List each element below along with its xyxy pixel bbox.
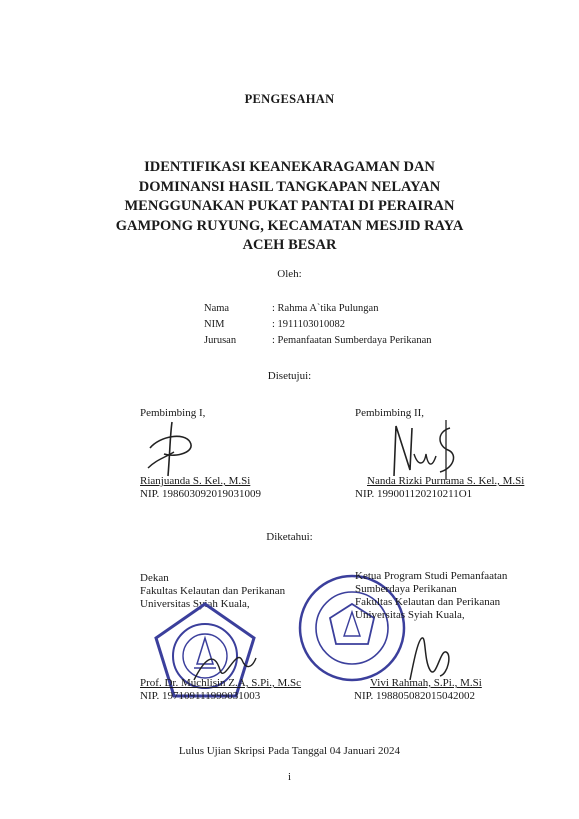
head-program-line1: Ketua Program Studi Pemanfaatan [355,570,508,582]
title-line-4: GAMPONG RUYUNG, KECAMATAN MESJID RAYA [115,217,464,234]
student-nim-row [204,317,431,333]
nim-value: : 1911103010082 [272,319,346,330]
head-program-line4: Universitas Syiah Kuala, [355,609,465,621]
thesis-title [0,158,579,256]
by-label: Oleh: [277,268,302,280]
name-value: : Rahma A`tika Pulungan [272,303,379,314]
dept-value: : Pemanfaatan Sumberdaya Perikanan [272,335,432,346]
head-program-line2: Sumberdaya Perikanan [355,583,457,595]
approved-label: Disetujui: [267,370,312,382]
name-label: Nama [204,303,230,314]
student-name-row [204,301,431,317]
head-program-line3: Fakultas Kelautan dan Perikanan [355,596,501,608]
supervisor1-nip: NIP. 198603092019031009 [140,488,262,500]
supervisor1-signature [140,418,210,480]
title-line-3: MENGGUNAKAN PUKAT PANTAI DI PERAIRAN [124,198,455,214]
page-heading: PENGESAHAN [244,92,335,106]
dean-line1: Dekan [140,572,169,584]
supervisor2-nip: NIP. 199001120210211O1 [355,488,473,500]
title-line-2: DOMINANSI HASIL TANGKAPAN NELAYAN [138,178,441,195]
head-program-nip: NIP. 198805082015042002 [354,690,476,702]
supervisor1-role: Pembimbing I, [140,407,206,419]
supervisor2-name: Nanda Rizki Purnama S. Kel., M.Si [367,475,525,487]
dean-nip: NIP. 197109111999031003 [140,690,261,702]
supervisor2-role: Pembimbing II, [355,407,425,419]
student-dept-row [204,333,431,349]
nim-label: NIM [204,319,225,330]
dean-name: Prof. Dr. Muchlisin Z.A, S.Pi., M.Sc [140,677,302,689]
acknowledged-label: Diketahui: [266,531,313,543]
head-program-title [355,570,507,622]
title-line-1: IDENTIFIKASI KEANEKARAGAMAN DAN [144,159,435,175]
dean-line3: Universitas Syiah Kuala, [140,598,250,610]
head-program-name: Vivi Rahmah, S.Pi., M.Si [370,677,482,689]
page-number: i [287,771,292,783]
title-line-5: ACEH BESAR [242,237,337,253]
student-info [204,301,431,349]
dept-label: Jurusan [204,335,237,346]
graduation-date: Lulus Ujian Skripsi Pada Tanggal 04 Januari 2024 [178,745,401,757]
supervisor1-name: Rianjuanda S. Kel., M.Si [140,475,251,487]
dean-line2: Fakultas Kelautan dan Perikanan [140,585,286,597]
